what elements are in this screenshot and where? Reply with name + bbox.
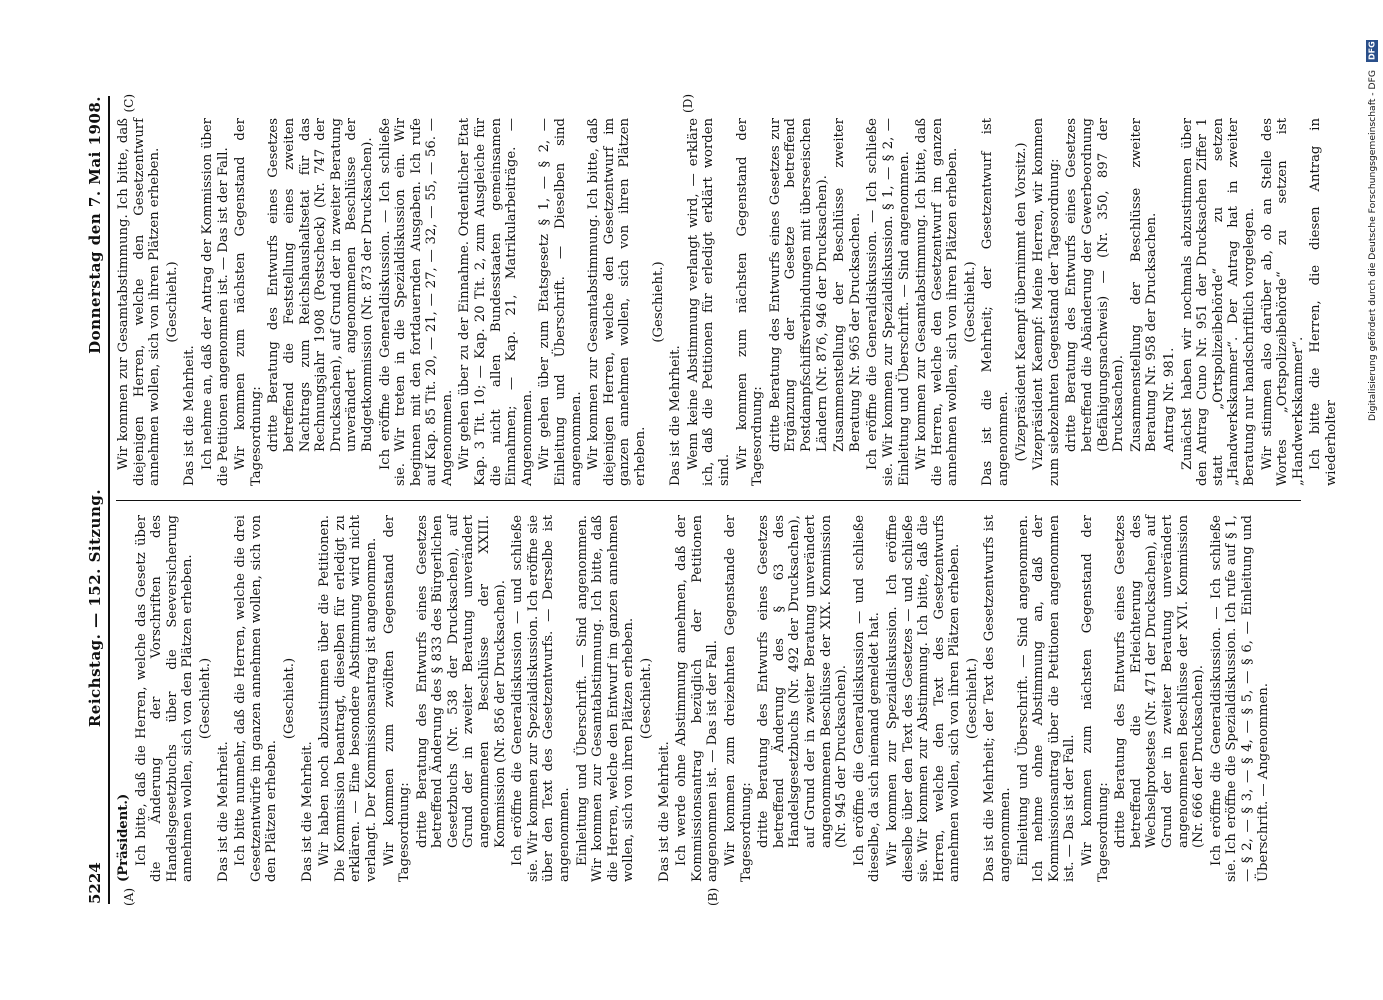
paragraph: Wir stimmen also darüber ab, ob an Stelle des Wortes „Ortspolizeibehörde“ zu setzen ist „Handwerkskammer“.: [1259, 118, 1306, 486]
document-page: [62, 70, 1339, 930]
paragraph: Ich bitte, daß die Herren, welche das Gesetz über die Änderung der Vorschriften des Handelsgesetzbuchs über die Seeversicherung annehmen wollen, sich von den Plätzen erheben.: [133, 515, 195, 882]
paragraph: Antrag Nr. 981.: [1161, 347, 1177, 452]
paragraph: Wir kommen zum dreizehnten Gegenstande der Tagesordnung:: [722, 515, 754, 882]
paragraph: Vizepräsident Kaempf: Meine Herren, wir kommen zum siebzehnten Gegenstand der Tagesordnung:: [1030, 118, 1062, 486]
agenda-item: dritte Beratung des Entwurfs eines Gesetzes zur Ergänzung der Gesetze betreffend Postdampfschiffsverbindungen mit überseeischen Ländern (Nr. 876, 946 der Drucksachen).: [767, 118, 830, 452]
page-header: [86, 96, 110, 904]
paragraph: Das ist die Mehrheit; der Gesetzentwurf ist angenommen.: [979, 118, 1011, 486]
stage-direction: (Geschieht.): [650, 261, 666, 343]
page-number: 5224: [85, 862, 104, 904]
stage-direction: (Geschieht.): [281, 657, 297, 740]
paragraph: Ich eröffne die Generaldiskussion — und schließe sie. Wir kommen zur Spezialdiskussion. Ich eröffne sie über den Text des Gesetzentwurfs. — Derselbe ist angenommen.: [509, 515, 572, 882]
paragraph: Wir kommen zum nächsten Gegenstand der Tagesordnung:: [1079, 515, 1111, 882]
paragraph: Ich bitte die Herren, die diesen Antrag in wiederholter: [1307, 118, 1339, 486]
paragraph: Wir kommen zur Gesamtabstimmung. Ich bitte, daß die Herren, welche den Gesetzentwurf im ganzen annehmen wollen, sich von ihren Plätzen erheben.: [913, 118, 960, 486]
speaker-label: (Präsident.): [115, 793, 131, 882]
paragraph: Ich werde ohne Abstimmung annehmen, daß der Kommissionsantrag bezüglich der Petitionen angenommen ist. — Das ist der Fall.: [673, 515, 720, 882]
margin-mark-a: (A): [121, 887, 136, 906]
stage-direction: (Geschieht.): [164, 261, 180, 343]
stage-direction: (Vizepräsident Kaempf übernimmt den Vorsitz.): [1013, 142, 1029, 462]
digitization-credit: Digitalisierung gefördert durch die Deutsche Forschungsgemeinschaft - DFG: [1366, 70, 1378, 421]
paragraph: Wir kommen zur Gesamtabstimmung. Ich bitte, daß diejenigen Herren, welche den Gesetzentwurf im ganzen annehmen wollen, sich von ihren Plätzen erheben.: [585, 118, 648, 486]
paragraph: Das ist die Mehrheit.: [181, 345, 197, 486]
agenda-item: dritte Beratung des Entwurfs eines Gesetzes betreffend die Feststellung eines zweiten Nachtrags zum Reichshaushaltsetat für das Rechnungsjahr 1908 (Postscheck) (Nr. 747 der Drucksachen), auf Grund der in zweiter Beratung unverändert angenommenen Beschlüsse der Budgetkommission (Nr. 873 der Drucksachen).: [265, 118, 375, 452]
paragraph: Ich eröffne die Generaldiskussion. — Ich schließe sie. Wir kommen zur Spezialdiskussion. § 1, — § 2, — Einleitung und Überschrift. — Sind angenommen.: [864, 118, 911, 486]
paragraph: Wir kommen zur Spezialdiskussion. Ich eröffne dieselbe über den Text des Gesetzes — und schließe sie. Wir kommen zur Abstimmung. Ich bitte, daß die Herren, welche den Text des Gesetzentwurfs annehmen wollen, sich von ihren Plätzen erheben.: [884, 515, 962, 882]
dfg-logo-icon: DFG: [1367, 41, 1377, 61]
paragraph: Zunächst haben wir nochmals abzustimmen über den Antrag Cuno Nr. 951 der Drucksachen Ziffer 1 statt „Ortspolizeibehörde“ zu setzen „Handwerkskammer“. Der Antrag hat in zweiter Beratung nur handschriftlich vorgelegen.: [1179, 118, 1257, 486]
right-column: [115, 94, 1339, 500]
stage-direction: (Geschieht.): [964, 657, 980, 740]
paragraph: Ich bitte nunmehr, daß die Herren, welche die drei Gesetzentwürfe im ganzen annehmen wollen, sich von den Plätzen erheben.: [232, 515, 279, 882]
paragraph: Zusammenstellung der Beschlüsse zweiter Beratung Nr. 958 der Drucksachen.: [1128, 118, 1159, 452]
margin-mark-c: (C): [121, 94, 136, 113]
paragraph: Wenn keine Abstimmung verlangt wird, — erkläre ich, daß die Petitionen für erledigt erklärt worden sind.: [685, 118, 732, 486]
paragraph: Das ist die Mehrheit.: [215, 741, 231, 882]
paragraph: Das ist die Mehrheit.: [299, 741, 315, 882]
paragraph: Wir kommen zur Gesamtabstimmung. Ich bitte, daß diejenigen Herren, welche den Gesetzentwurf annehmen wollen, sich von ihren Plätzen erheben.: [115, 118, 162, 486]
margin-mark-b: (B): [705, 887, 720, 906]
page-title: Reichstag. — 152. Sitzung.: [85, 488, 104, 728]
stage-direction: (Geschieht.): [962, 261, 978, 343]
agenda-item: dritte Beratung des Entwurfs eines Gesetzes betreffend Änderung des § 63 des Handelsgesetzbuchs (Nr. 492 der Drucksachen), auf Grund der in zweiter Beratung unverändert angenommenen Beschlüsse der XIX. Kommission (Nr. 945 der Drucksachen).: [755, 515, 849, 848]
paragraph: Wir kommen zum nächsten Gegenstand der Tagesordnung:: [734, 118, 765, 486]
paragraph: Wir gehen über zu der Einnahme. Ordentlicher Etat Kap. 3 Tit. 10; — Kap. 20 Tit. 2, zum Ausgleiche für die nicht allen Bundesstaaten gemeinsamen Einnahmen; — Kap. 21, Matrikularbeiträge. — Angenommen.: [456, 118, 535, 486]
left-column: [116, 500, 1301, 904]
paragraph: Ich eröffne die Generaldiskussion. — Ich schließe sie. Ich eröffne die Spezialdiskussion. Ich rufe auf § 1, — § 2, — § 3, — § 4, — § 5, — § 6, — Einleitung und Überschrift. — Angenommen.: [1208, 515, 1271, 882]
paragraph: Wir kommen zum zwölften Gegenstand der Tagesordnung:: [381, 515, 412, 882]
dfg-sidebar: [1365, 40, 1379, 760]
paragraph: Einleitung und Überschrift. — Sind angenommen. Ich nehme ohne Abstimmung an, daß der Kommissionsantrag über die Petitionen angenommen ist. — Das ist der Fall.: [1015, 515, 1077, 882]
paragraph: Ich eröffne die Generaldiskussion — und schließe dieselbe, da sich niemand gemeldet hat.: [851, 515, 882, 882]
stage-direction: (Geschieht.): [197, 657, 213, 740]
paragraph: Das ist die Mehrheit; der Text des Gesetzentwurfs ist angenommen.: [981, 515, 1013, 882]
paragraph: Ich nehme an, daß der Antrag der Kommission über die Petitionen angenommen ist. — Das ist der Fall.: [199, 118, 231, 486]
agenda-item: dritte Beratung des Entwurfs eines Gesetzes betreffend die Abänderung der Gewerbeordnung (Befähigungsnachweis) — (Nr. 350, 897 der Drucksachen).: [1063, 118, 1126, 452]
margin-mark-d: (D): [680, 94, 695, 113]
paragraph: Wir haben noch abzustimmen über die Petitionen. Die Kommission beantragt, dieselben für erledigt zu erklären. — Eine besondere Abstimmung wird nicht verlangt. Der Kommissionsantrag ist angenommen.: [316, 515, 379, 882]
paragraph: Wir kommen zum nächsten Gegenstand der Tagesordnung:: [232, 118, 264, 486]
stage-direction: (Geschieht.): [638, 657, 654, 740]
paragraph: Zusammenstellung der Beschlüsse zweiter Beratung Nr. 965 der Drucksachen.: [831, 118, 863, 452]
paragraph: Das ist die Mehrheit.: [656, 741, 672, 882]
paragraph: Ich eröffne die Generaldiskussion. — Ich schließe sie. Wir treten in die Spezialdiskussion ein. Wir beginnen mit den fortdauernden Ausgaben. Ich rufe auf Kap. 85 Tit. 20, — 21, — 27, — 32, — 55, — 56. — Angenommen.: [377, 118, 455, 486]
paragraph: Wir gehen über zum Etatsgesetz § 1, — § 2, — Einleitung und Überschrift. — Dieselben sind angenommen.: [536, 118, 584, 486]
agenda-item: dritte Beratung des Entwurfs eines Gesetzes betreffend die Erleichterung des Wechselprotestes (Nr. 471 der Drucksachen), auf Grund der in zweiter Beratung unverändert angenommenen Beschlüsse der XVI. Kommission (Nr. 666 der Drucksachen).: [1112, 515, 1206, 848]
paragraph: Das ist die Mehrheit.: [667, 345, 683, 486]
page-date: Donnerstag den 7. Mai 1908.: [85, 96, 104, 354]
agenda-item: dritte Beratung des Entwurfs eines Gesetzes betreffend Änderung des § 833 des Bürgerlichen Gesetzbuchs (Nr. 538 der Drucksachen), auf Grund der in zweiter Beratung unverändert angenommenen Beschlüsse der XXIII. Kommission (Nr. 856 der Drucksachen).: [414, 515, 508, 848]
paragraph: Einleitung und Überschrift. — Sind angenommen. Wir kommen zur Gesamtabstimmung. Ich bitte, daß die Herren, welche den Entwurf im ganzen annehmen wollen, sich von ihren Plätzen erheben.: [574, 515, 636, 882]
